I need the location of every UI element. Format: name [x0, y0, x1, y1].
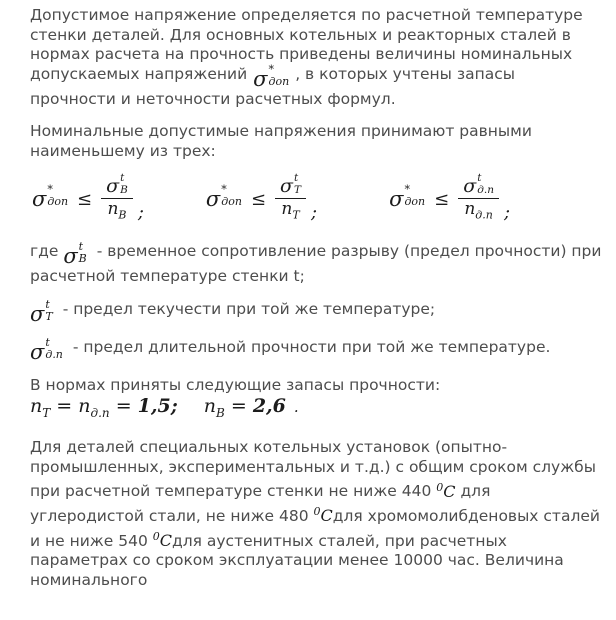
- formula-sigma-t-dp: σ t д.п: [30, 335, 63, 364]
- formula-inequality-creep: σ * доп ≤ σ t д.п $n_{д.п}$ ;: [389, 172, 511, 223]
- degrees-celsius: $^0$С: [313, 505, 333, 526]
- fraction: σ t д.п $n_{д.п}$: [458, 177, 499, 222]
- less-equal-sign: ≤: [434, 188, 450, 210]
- formula-sigma-dop: σ * доп: [253, 62, 290, 91]
- definition-creep: σ t д.п - предел длительной прочности при той же температуре.: [30, 335, 551, 364]
- formula-safety-factors: $n_Т = n_{д.п} = 1,5$; $n_В = 2,6$ .: [30, 395, 299, 420]
- paragraph-special: Для деталей специальных котельных установок (опытно-промышленных, экспериментальных и т.д.) с общим сроком службы при расчетной температуре стенки не ниже 440 $^0$С для углеродистой стали, не ниже 480 $^0$Сдля хромомолибденовых сталей и не ниже 540 $^0$Сдля аустенитных сталей, при расчетных параметрах со сроком эксплуатации менее 10000 час. Величина номинального: [30, 438, 600, 589]
- formula-sub: доп: [268, 74, 290, 88]
- degrees-celsius: $^0$С: [436, 480, 456, 501]
- degrees-celsius: $^0$С: [152, 529, 172, 550]
- fraction: σ t Т $n_Т$: [275, 177, 306, 222]
- formula-row: [30, 172, 604, 223]
- definition-yield: σ t Т - предел текучести при той же температуре;: [30, 297, 436, 326]
- definition-tensile: где σ t В - временное сопротивление разрыву (предел прочности) при расчетной температуре стенки t;: [30, 240, 602, 286]
- less-equal-sign: ≤: [250, 188, 267, 210]
- paragraph-intro: [30, 6, 604, 109]
- paragraph-safety-intro: В нормах приняты следующие запасы прочности:: [30, 375, 441, 394]
- fraction: σ t В $n_В$: [101, 177, 133, 222]
- intro-text-after: , в которых учтены запасы прочности и неточности расчетных формул.: [30, 64, 515, 108]
- formula-sigma-t-T: σ t Т: [30, 297, 53, 326]
- formula-inequality-yield: σ * доп ≤ σ t Т $n_Т$ ;: [205, 172, 318, 223]
- less-equal-sign: ≤: [77, 188, 93, 210]
- formula-sup: *: [268, 62, 275, 76]
- intro-text-before: Допустимое напряжение определяется по расчетной температуре стенки деталей. Для основных котельных и реакторных сталей в нормах расчета на прочность приведены величины номинальных допускаемых напряжений: [30, 6, 583, 83]
- formula-inequality-tensile: σ * доп ≤ σ t В $n_В$ ;: [32, 172, 144, 223]
- paragraph-nominal-intro: Номинальные допустимые напряжения принимают равными наименьшему из трех:: [30, 122, 532, 160]
- formula-sigma-t-B: σ t В: [63, 240, 87, 269]
